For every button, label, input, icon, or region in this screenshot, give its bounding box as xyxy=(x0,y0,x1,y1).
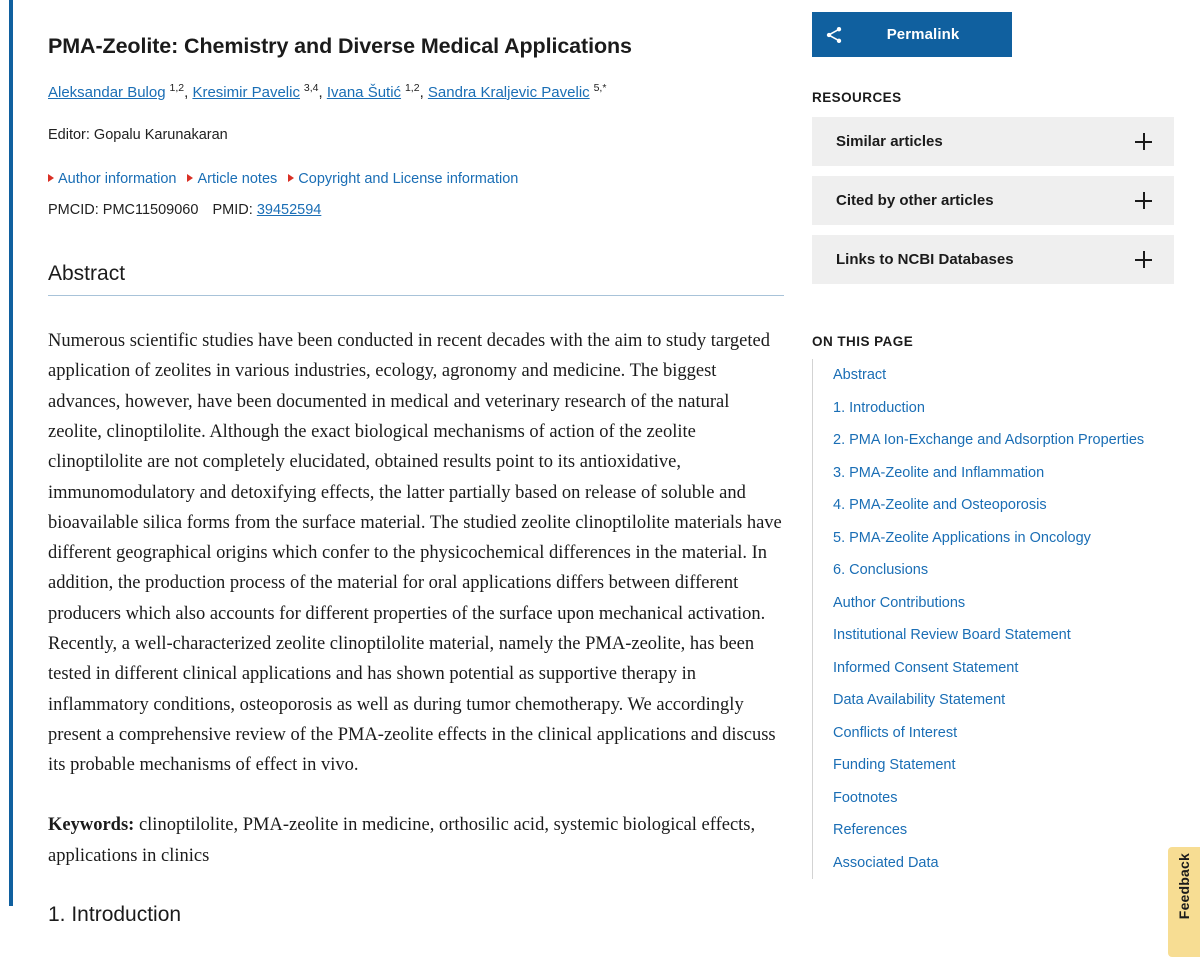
sidebar xyxy=(812,0,1174,879)
toc-link-5-pma-zeolite-applications-in-oncology[interactable]: 5. PMA-Zeolite Applications in Oncology xyxy=(833,529,1091,546)
triangle-right-icon xyxy=(288,174,294,182)
toc-list-item xyxy=(833,587,1174,620)
author-affiliation-superscript: 5,* xyxy=(590,81,607,94)
author-link[interactable]: Sandra Kraljevic Pavelic xyxy=(427,83,590,101)
toc-link-6-conclusions[interactable]: 6. Conclusions xyxy=(833,562,929,578)
toc-list-item xyxy=(833,554,1174,587)
toc-list-item xyxy=(833,652,1174,685)
resource-panel-links-to-ncbi-databases[interactable] xyxy=(812,235,1174,284)
toc-link-author-contributions[interactable]: Author Contributions xyxy=(833,594,966,611)
toc-link-3-pma-zeolite-and-inflammation[interactable]: 3. PMA-Zeolite and Inflammation xyxy=(833,464,1045,481)
author-separator: , xyxy=(419,83,428,101)
meta-link-label: Author information xyxy=(58,171,177,188)
toc-link-references[interactable]: References xyxy=(833,822,908,838)
resource-panel-label: Cited by other articles xyxy=(836,192,994,209)
meta-link[interactable] xyxy=(288,171,518,187)
toc-link-1-introduction[interactable]: 1. Introduction xyxy=(833,399,925,416)
author-separator: , xyxy=(318,83,327,101)
toc-link-4-pma-zeolite-and-osteoporosis[interactable]: 4. PMA-Zeolite and Osteoporosis xyxy=(833,497,1047,513)
article-meta-links xyxy=(48,143,784,187)
keywords-paragraph xyxy=(48,780,784,871)
on-this-page-list xyxy=(812,359,1174,879)
toc-link-conflicts-of-interest[interactable]: Conflicts of Interest xyxy=(833,724,958,741)
article-main-column xyxy=(48,0,784,927)
toc-list-item xyxy=(833,522,1174,555)
toc-list-item xyxy=(833,847,1174,880)
pmid-label: PMID: xyxy=(212,201,253,218)
toc-list-item xyxy=(833,359,1174,392)
plus-icon[interactable] xyxy=(1135,133,1152,150)
plus-icon[interactable] xyxy=(1135,192,1152,209)
author-link[interactable]: Aleksandar Bulog xyxy=(48,83,166,101)
plus-icon[interactable] xyxy=(1135,251,1152,268)
author-link[interactable]: Kresimir Pavelic xyxy=(192,83,300,101)
toc-list-item xyxy=(833,619,1174,652)
toc-link-abstract[interactable]: Abstract xyxy=(833,367,887,383)
toc-list-item xyxy=(833,782,1174,815)
keywords-values: clinoptilolite, PMA-zeolite in medicine, orthosilic acid, systemic biological effects, applications in clinics xyxy=(48,815,756,866)
toc-list-item xyxy=(833,424,1174,457)
toc-list-item xyxy=(833,717,1174,750)
permalink-label: Permalink xyxy=(886,26,960,43)
resource-panel-similar-articles[interactable] xyxy=(812,117,1174,166)
toc-link-data-availability-statement[interactable]: Data Availability Statement xyxy=(833,692,1006,708)
toc-link-footnotes[interactable]: Footnotes xyxy=(833,789,898,806)
resources-panel-group xyxy=(812,117,1174,284)
author-affiliation-superscript: 3,4 xyxy=(300,81,319,94)
toc-link-funding-statement[interactable]: Funding Statement xyxy=(833,757,956,773)
feedback-label: Feedback xyxy=(1176,853,1192,920)
pmcid-value: PMC11509060 xyxy=(102,201,199,218)
author-affiliation-superscript: 1,2 xyxy=(166,81,185,94)
article-identifiers xyxy=(48,187,784,218)
toc-list-item xyxy=(833,684,1174,717)
author-separator: , xyxy=(184,83,193,101)
resources-heading: RESOURCES xyxy=(812,90,902,105)
resource-panel-label: Links to NCBI Databases xyxy=(836,251,1014,268)
on-this-page-heading: ON THIS PAGE xyxy=(812,334,914,349)
toc-link-2-pma-ion-exchange-and-adsorption-properties[interactable]: 2. PMA Ion-Exchange and Adsorption Properties xyxy=(833,432,1145,448)
resource-panel-cited-by-other-articles[interactable] xyxy=(812,176,1174,225)
triangle-right-icon xyxy=(187,174,193,182)
author-affiliation-superscript: 1,2 xyxy=(402,81,420,94)
toc-list-item xyxy=(833,489,1174,522)
toc-link-associated-data[interactable]: Associated Data xyxy=(833,854,939,871)
toc-list-item xyxy=(833,814,1174,847)
meta-link-label: Article notes xyxy=(197,171,278,188)
editor-line: Editor: Gopalu Karunakaran xyxy=(48,127,228,144)
author-list xyxy=(48,60,784,103)
meta-link[interactable] xyxy=(187,171,277,187)
meta-link-label: Copyright and License information xyxy=(298,171,519,188)
share-icon xyxy=(812,25,856,45)
permalink-button[interactable] xyxy=(812,12,1012,57)
keywords-label: Keywords: xyxy=(48,815,135,836)
toc-link-informed-consent-statement[interactable]: Informed Consent Statement xyxy=(833,659,1019,676)
pmcid-label: PMCID: xyxy=(48,201,99,218)
toc-list-item xyxy=(833,457,1174,490)
page-left-accent-bar xyxy=(9,0,13,906)
toc-list-item xyxy=(833,392,1174,425)
introduction-heading: 1. Introduction xyxy=(48,903,182,927)
feedback-tab[interactable] xyxy=(1168,847,1200,957)
toc-list-item xyxy=(833,749,1174,782)
author-link[interactable]: Ivana Šutić xyxy=(326,83,402,101)
pmid-link[interactable]: 39452594 xyxy=(256,201,322,218)
resource-panel-label: Similar articles xyxy=(836,133,943,150)
toc-link-institutional-review-board-statement[interactable]: Institutional Review Board Statement xyxy=(833,627,1071,643)
meta-link[interactable] xyxy=(48,171,176,187)
abstract-heading: Abstract xyxy=(48,218,784,296)
abstract-text: Numerous scientific studies have been conducted in recent decades with the aim to study targeted application of zeolites in various industries, ecology, agronomy and medicine. The biggest advances, however, have been documented in medical and veterinary research of the natural zeolite, clinoptilolite. Although the exact biological mechanisms of action of the zeolite clinoptilolite are not completely elucidated, obtained results point to its antioxidative, immunomodulatory and detoxifying effects, the latter partially based on release of soluble and bioavailable silica forms from the surface material. The studied zeolite clinoptilolite materials have different geographical origins which confer to the physicochemical differences in the material. In addition, the production process of the material for oral applications differs between different producers which also accounts for different properties of the surface upon mechanical activation. Recently, a well-characterized zeolite clinoptilolite material, namely the PMA-zeolite, has been tested in different clinical applications and has shown potential as supportive therapy in inflammatory conditions, osteoporosis as well as during tumor chemotherapy. We accordingly present a comprehensive review of the PMA-zeolite effects in the clinical applications and discuss its probable mechanisms of effect in vivo. xyxy=(48,331,782,776)
triangle-right-icon xyxy=(48,174,54,182)
page-title: PMA-Zeolite: Chemistry and Diverse Medical Applications xyxy=(48,34,632,58)
